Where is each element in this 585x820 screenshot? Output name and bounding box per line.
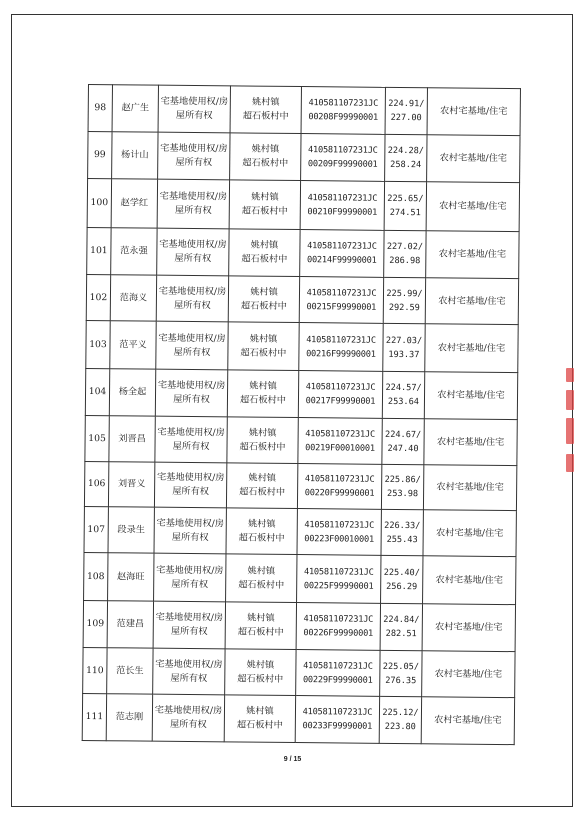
unit-code-text: 410581107231JC [305,382,376,393]
owner-name-text: 杨全起 [118,386,147,398]
owner-name-text: 段录生 [117,523,146,536]
row-number [83,600,107,647]
land-use [422,651,515,698]
unit-code [297,464,381,510]
area-value-text: 225.40/ [383,567,420,578]
area-value-text: 225.05/ [382,661,420,672]
location [226,508,297,555]
location-text: 超石板村中 [239,394,286,406]
location-text: 姚村镇 [251,143,280,155]
location [225,602,296,650]
land-use-text: 农村宅基地/住宅 [439,200,507,213]
row-number-text: 111 [85,711,104,723]
location-text: 超石板村中 [239,440,286,453]
right-type-text: 宅基地使用权/房屋所有权 [155,611,224,638]
row-number [87,227,111,274]
owner-name [110,321,156,369]
owner-name [108,507,154,553]
location-text: 姚村镇 [248,472,277,484]
area-value-text: 223.80 [384,721,416,733]
row-number [85,415,109,461]
owner-name-text: 赵广生 [121,102,150,114]
location-text: 姚村镇 [250,286,278,298]
unit-code [300,181,384,231]
table-row [84,506,516,556]
owner-name [110,275,156,321]
unit-code-text: 00208F99990001 [308,112,379,123]
right-type [154,507,226,554]
area-value-text: 224.84/ [383,614,420,626]
area-value [381,464,423,509]
area-value-text: 255.43 [386,534,418,545]
location [228,276,299,323]
row-number [84,461,108,506]
table-row [82,693,514,744]
owner-name [112,85,158,132]
location [229,229,300,277]
land-use-text: 农村宅基地/住宅 [438,294,506,307]
unit-code [296,650,380,697]
location-text: 超石板村中 [238,531,285,544]
location-text: 超石板村中 [239,486,286,498]
owner-name [106,694,152,741]
area-value-text: 286.98 [389,255,421,267]
row-number [85,368,109,415]
row-number-text: 98 [94,102,107,114]
row-number-text: 102 [89,291,108,303]
right-type-text: 宅基地使用权/房屋所有权 [158,332,226,358]
area-value [384,181,426,230]
row-number [87,179,111,228]
location-text: 姚村镇 [250,239,279,251]
location-text: 超石板村中 [237,672,284,685]
right-type [155,369,227,417]
unit-code-text: 00209F99990001 [307,159,378,170]
location [224,695,295,743]
unit-code-text: 410581107231JC [305,428,376,440]
land-use-text: 农村宅基地/住宅 [435,621,503,634]
table-row [86,274,518,324]
land-use [425,278,518,325]
area-value-text: 224.91/ [388,98,425,110]
area-value [385,134,427,181]
unit-code [298,371,382,419]
owner-name [111,228,157,275]
row-number-text: 110 [86,664,104,676]
area-value-text: 274.51 [389,207,421,219]
area-value [381,509,423,555]
table-row [83,647,515,697]
owner-name [108,462,154,507]
row-number-text: 107 [87,523,106,535]
area-value [385,87,427,134]
location-text: 姚村镇 [247,518,276,530]
area-value-text: 256.29 [386,581,418,592]
location [230,86,301,134]
owner-name [109,369,155,416]
table-row [85,415,517,465]
unit-code [299,323,383,372]
row-number [84,506,108,552]
unit-code [297,509,381,556]
area-value-text: 253.98 [386,488,419,500]
land-use-text: 农村宅基地/住宅 [435,573,504,586]
location [226,463,297,509]
owner-name [107,601,153,648]
land-use [422,604,515,652]
table-row [88,85,520,136]
unit-code-text: 410581107231JC [307,193,378,204]
right-type [158,132,230,180]
area-value-text: 227.02/ [386,241,424,253]
location-text: 超石板村中 [240,299,287,312]
land-use-text: 农村宅基地/住宅 [437,389,505,402]
right-type-text: 宅基地使用权/房屋所有权 [155,658,223,684]
area-value [383,323,425,371]
location-text: 姚村镇 [249,380,277,392]
location [228,322,299,371]
row-number-text: 109 [86,618,105,630]
owner-name-text: 范志刚 [115,711,144,723]
unit-code-text: 410581107231JC [303,614,374,625]
table-row [85,368,517,419]
right-type-text: 宅基地使用权/房屋所有权 [160,95,229,122]
land-use [423,465,516,511]
land-use [426,231,519,279]
location-text: 超石板村中 [241,205,288,217]
land-use-text: 农村宅基地/住宅 [434,714,502,726]
area-value-text: 276.35 [385,675,417,686]
row-number-text: 100 [90,197,109,209]
area-value-text: 225.12/ [382,707,419,719]
area-value [383,277,425,323]
row-number [82,693,106,740]
location-text: 姚村镇 [247,565,276,577]
location-text: 姚村镇 [248,427,277,439]
right-type-text: 宅基地使用权/房屋所有权 [160,142,228,169]
unit-code [298,418,382,465]
area-value-text: 253.64 [387,396,420,408]
row-number-text: 101 [90,245,108,257]
unit-code-text: 410581107231JC [306,334,376,346]
table-row [84,461,516,510]
owner-name-text: 赵海旺 [116,570,145,583]
right-type-text: 宅基地使用权/房屋所有权 [159,190,228,217]
area-value-text: 224.28/ [387,145,425,157]
area-value [380,650,422,696]
unit-code [301,87,385,135]
area-value-text: 193.37 [388,349,420,360]
table-row [87,179,519,232]
unit-code-text: 00233F99990001 [302,721,373,732]
right-type-text: 宅基地使用权/房屋所有权 [157,379,226,406]
unit-code [297,555,381,604]
unit-code-text: 00214F99990001 [306,255,377,266]
land-use-text: 农村宅基地/住宅 [439,152,508,165]
location-text: 超石板村中 [238,578,285,591]
right-type [157,228,229,276]
property-table [82,84,521,745]
area-value-text: 282.51 [385,628,417,640]
owner-name-text: 范长生 [116,664,144,677]
area-value [380,603,422,650]
unit-code-text: 00220F99990001 [304,488,375,499]
location-text: 超石板村中 [237,626,284,638]
area-value-text: 224.57/ [385,382,422,394]
row-number [83,647,107,693]
land-use [423,510,516,557]
land-use-text: 农村宅基地/住宅 [439,105,508,118]
land-use [426,182,519,232]
row-number [86,274,110,320]
unit-code-text: 410581107231JC [307,241,377,252]
area-value-text: 227.03/ [385,335,423,346]
land-use [421,697,514,745]
area-value-text: 224.67/ [384,429,422,440]
land-use-text: 农村宅基地/住宅 [434,667,503,680]
right-type [155,416,227,463]
area-value [379,696,421,743]
land-use-text: 农村宅基地/住宅 [435,526,504,539]
unit-code-text: 410581107231JC [307,145,378,156]
table-row [87,227,519,278]
unit-code-text: 00225F99990001 [303,580,374,592]
table-row [83,600,515,651]
row-number [88,85,112,132]
area-value-text: 226.33/ [384,520,421,531]
page-number: 9 / 15 [283,756,302,763]
location-text: 姚村镇 [247,612,275,624]
location-text: 超石板村中 [240,346,287,359]
right-type [158,85,230,133]
right-type [156,321,228,370]
right-type-text: 宅基地使用权/房屋所有权 [156,471,225,498]
unit-code-text: 00216F99990001 [306,348,376,360]
unit-code-text: 410581107231JC [304,474,375,485]
right-type-text: 宅基地使用权/房屋所有权 [159,238,227,265]
unit-code-text: 410581107231JC [308,98,379,109]
land-use [427,88,520,136]
row-number-text: 104 [88,386,107,398]
row-number [86,320,110,368]
location [226,554,297,603]
table-row [84,552,516,604]
unit-code-text: 410581107231JC [306,287,377,299]
land-use-text: 农村宅基地/住宅 [437,341,506,354]
land-use-text: 农村宅基地/住宅 [436,435,505,448]
unit-code-text: 00217F99990001 [305,396,376,407]
owner-name [112,132,158,179]
row-number-text: 108 [86,570,105,582]
owner-name-text: 范永强 [120,245,148,257]
land-use [423,556,516,605]
unit-code [300,230,384,278]
right-type [157,179,229,229]
table-row [86,320,518,372]
right-type-text: 宅基地使用权/房屋所有权 [156,517,225,543]
area-value-text: 225.86/ [384,474,421,486]
area-value-text: 258.24 [390,159,422,171]
unit-code-text: 00215F99990001 [306,301,377,313]
row-number-text: 105 [88,432,106,444]
unit-code-text: 00226F99990001 [303,628,374,639]
land-use [424,372,517,420]
right-type-text: 宅基地使用权/房屋所有权 [158,285,227,311]
owner-name [107,648,153,694]
right-type-text: 宅基地使用权/房屋所有权 [154,704,223,731]
area-value [382,371,424,418]
owner-name-text: 刘晋义 [117,478,146,490]
unit-code-text: 410581107231JC [303,566,374,578]
land-use-text: 农村宅基地/住宅 [438,248,507,261]
right-type [152,694,224,742]
area-value-text: 247.40 [387,443,419,454]
unit-code-text: 00219F00010001 [305,442,375,454]
right-type-text: 宅基地使用权/房屋所有权 [156,564,224,590]
location-text: 姚村镇 [251,191,279,203]
location [230,133,301,181]
location-text: 超石板村中 [241,253,288,265]
owner-name [111,179,157,228]
location-text: 姚村镇 [246,705,274,717]
land-use [427,135,520,183]
location [227,417,298,464]
row-number-text: 103 [89,338,107,350]
unit-code-text: 410581107231JC [302,707,373,718]
location-text: 姚村镇 [252,96,280,108]
location-text: 姚村镇 [246,659,275,671]
area-value [384,230,426,277]
unit-code-text: 00229F99990001 [302,674,373,686]
red-stamp-edge [566,368,574,478]
right-type [153,648,225,695]
unit-code-text: 410581107231JC [304,519,375,531]
unit-code [301,134,385,182]
location-text: 超石板村中 [236,719,283,731]
row-number [88,132,112,179]
location-text: 超石板村中 [242,110,289,122]
table-row [88,132,520,183]
row-number-text: 99 [93,149,106,161]
location-text: 姚村镇 [249,333,278,345]
area-value-text: 225.65/ [387,193,424,205]
owner-name [109,416,155,462]
unit-code [299,277,383,324]
row-number [84,552,108,600]
area-value [381,555,423,603]
owner-name-text: 范海义 [119,291,148,304]
owner-name-text: 杨计山 [120,149,149,161]
area-value-text: 227.00 [390,112,422,124]
unit-code-text: 00210F99990001 [307,207,378,218]
land-use-text: 农村宅基地/住宅 [436,481,504,494]
right-type [154,553,226,602]
row-number-text: 106 [87,478,106,490]
area-value [382,418,424,464]
right-type [153,601,225,649]
area-value-text: 225.99/ [386,288,423,299]
owner-name-text: 范建昌 [116,618,145,630]
unit-code-text: 00223F00010001 [304,533,375,545]
owner-name-text: 赵学红 [120,197,149,209]
land-use [424,419,517,466]
unit-code-text: 410581107231JC [303,660,373,672]
unit-code [296,603,380,651]
right-type [154,462,226,508]
owner-name-text: 刘晋昌 [118,432,146,445]
location [227,370,298,418]
area-value-text: 292.59 [388,302,420,313]
location-text: 超石板村中 [242,157,289,169]
location [229,180,300,230]
unit-code [295,696,379,744]
right-type-text: 宅基地使用权/房屋所有权 [157,426,225,452]
owner-name [108,553,154,601]
right-type [156,275,228,322]
location [225,649,296,696]
owner-name-text: 范平义 [119,338,147,351]
land-use [425,324,518,373]
